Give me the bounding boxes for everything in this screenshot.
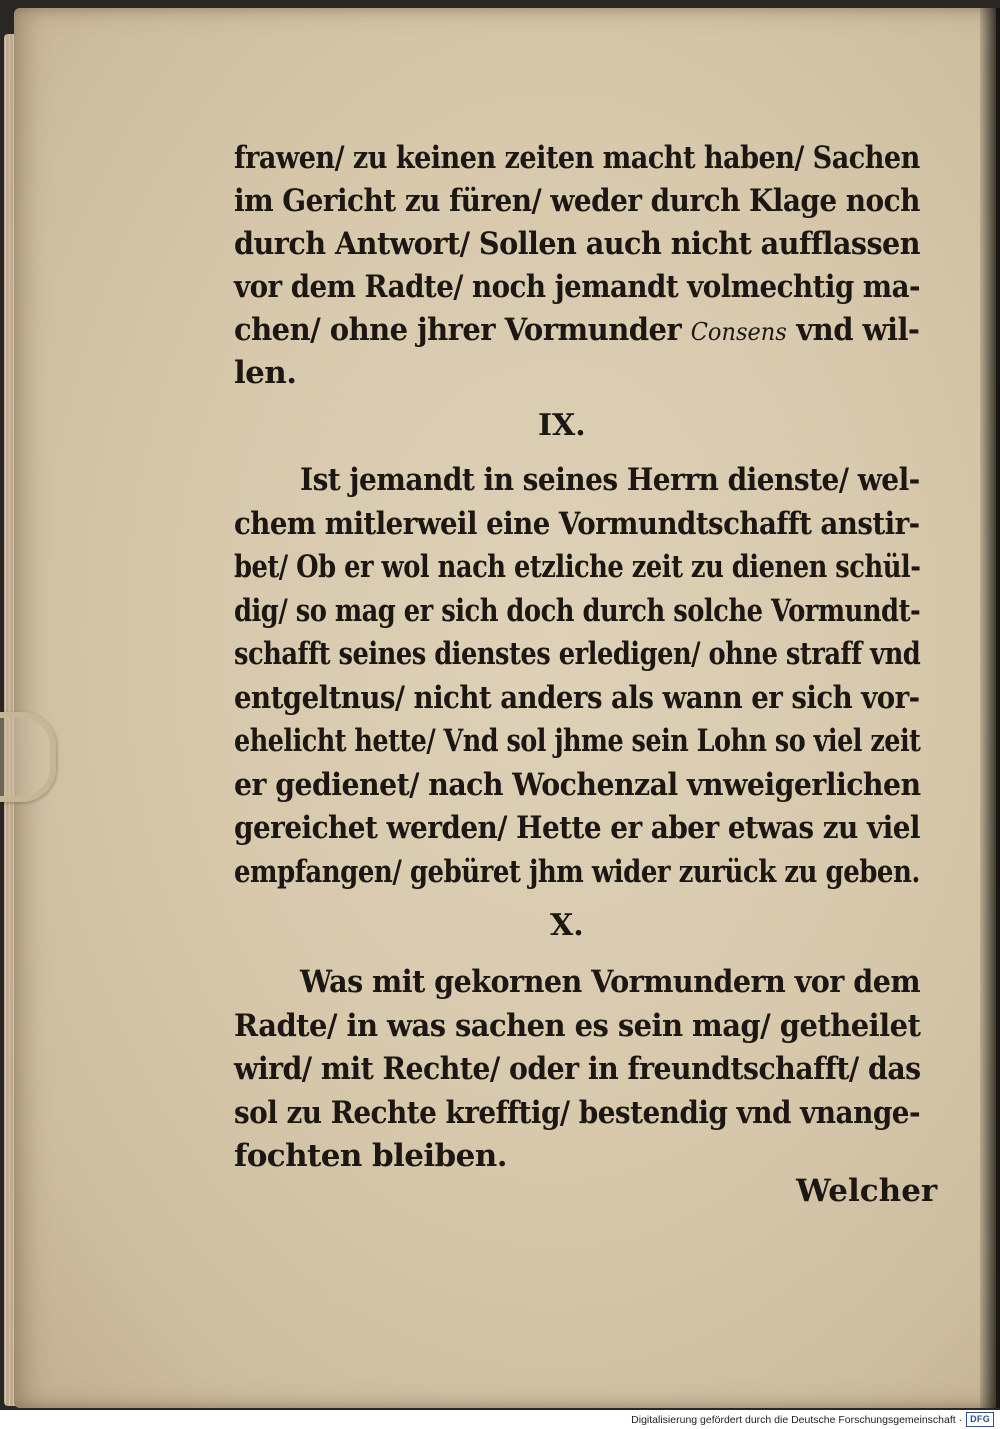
text-line: er gedienet/ nach Wochenzal vnweigerlichen [234,766,921,803]
text-line: dig/ so mag er sich doch durch solche Vormundt- [234,592,921,629]
text-line: schafft seines dienstes erledigen/ ohne straff vnd [234,636,921,672]
section-heading-ix: IX. [538,408,586,443]
catchword: Welcher [796,1173,938,1209]
text-line: chem mitlerweil eine Vormundtschafft anstir- [234,505,920,542]
text-segment: chen/ ohne jhrer Vormunder [234,312,691,348]
binding-shadow [980,8,1000,1408]
credit-text: Digitalisierung gefördert durch die Deutsche Forschungsgemeinschaft · [631,1413,963,1426]
text-line: wird/ mit Rechte/ oder in freundtschafft/ das [234,1051,921,1087]
section-heading-x: X. [550,908,584,943]
latin-word: Consens [690,318,787,346]
text-line: bet/ Ob er wol nach etzliche zeit zu dienen schül- [234,549,921,585]
text-line: frawen/ zu keinen zeiten macht haben/ Sachen [234,140,920,176]
text-line: ehelicht hette/ Vnd sol jhme sein Lohn so viel zeit [234,723,921,759]
text-line: len. [234,355,297,391]
text-line [234,312,919,348]
text-line: fochten bleiben. [234,1138,507,1174]
paper-clip [0,712,56,802]
text-line: Ist jemandt in seines Herrn dienste/ wel- [300,462,920,498]
text-line: Was mit gekornen Vormundern vor dem [300,964,921,1000]
text-line: vor dem Radte/ noch jemandt volmechtig ma- [234,269,920,305]
text-line: Radte/ in was sachen es sein mag/ getheilet [234,1007,921,1044]
digitization-credit [631,1411,994,1428]
text-line: entgeltnus/ nicht anders als wann er sich vor- [234,679,920,716]
text-segment: vnd wil- [786,312,920,348]
text-line: empfangen/ gebüret jhm wider zurück zu geben. [234,853,920,890]
text-line: sol zu Rechte krefftig/ bestendig vnd vnange- [234,1094,921,1131]
text-line: gereichet werden/ Hette er aber etwas zu viel [234,810,920,846]
text-line: im Gericht zu füren/ weder durch Klage noch [234,183,920,219]
text-line: durch Antwort/ Sollen auch nicht aufflassen [234,226,921,262]
dfg-logo: DFG [966,1412,994,1427]
